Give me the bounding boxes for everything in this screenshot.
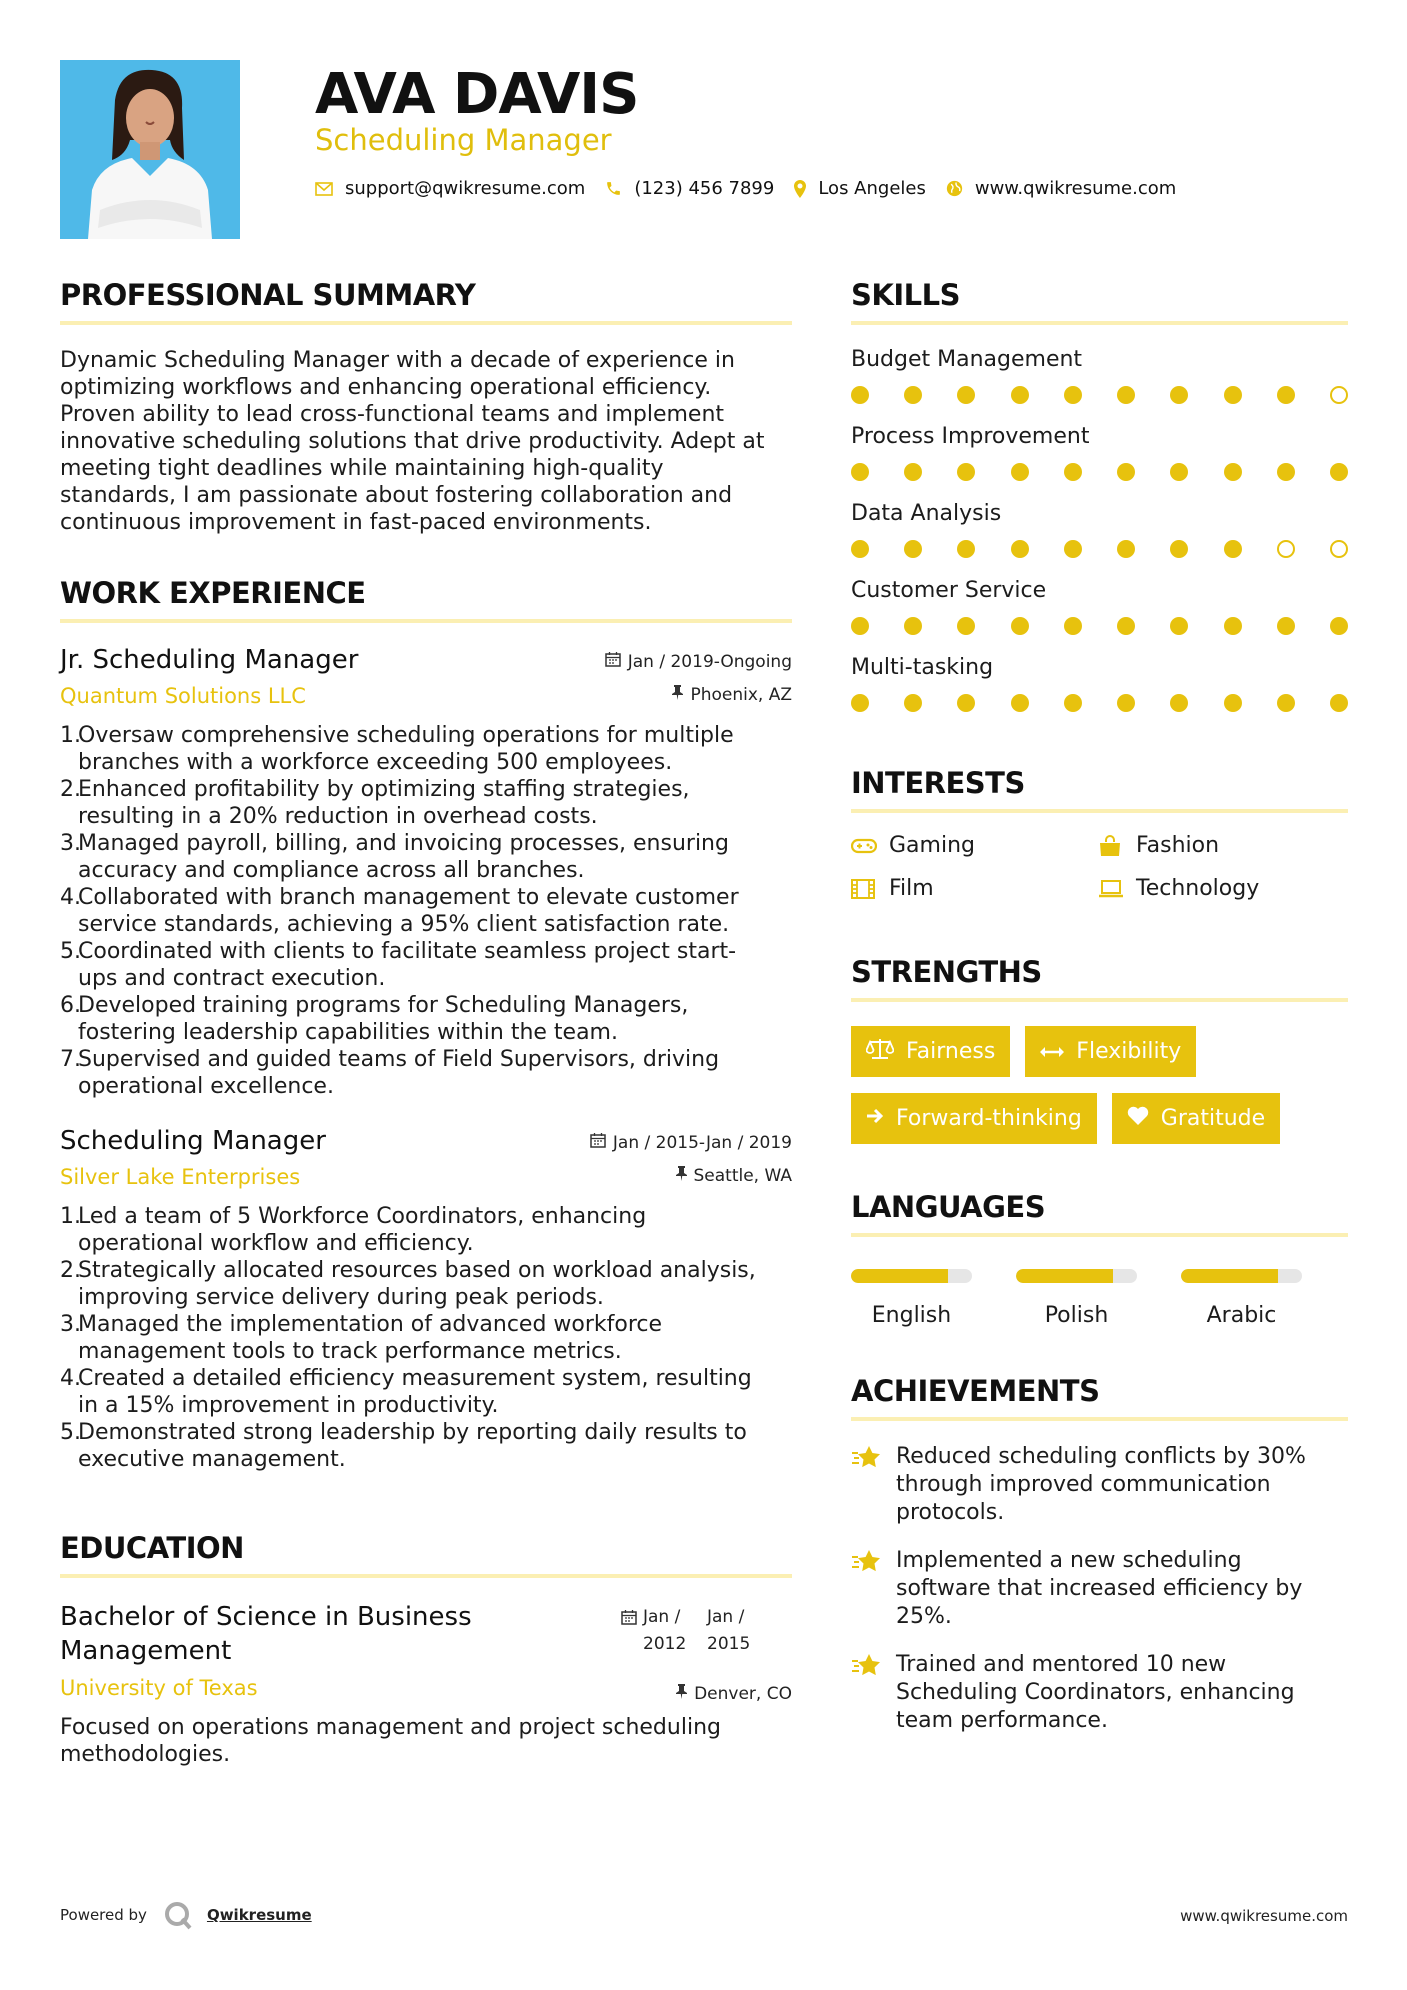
star-icon	[851, 1443, 896, 1527]
strength-badge	[851, 1093, 1097, 1144]
language-item	[1181, 1269, 1302, 1328]
duty-item: 1. Led a team of 5 Workforce Coordinators, enhancing operational workflow and efficiency.	[60, 1204, 647, 1256]
left-column	[60, 278, 792, 1768]
skill-dot-filled	[851, 694, 869, 712]
skill-dot-filled	[1277, 463, 1295, 481]
pin-icon	[676, 1684, 687, 1704]
language-item	[851, 1269, 972, 1328]
pin-icon	[676, 1166, 687, 1186]
summary-line: continuous improvement in fast-paced environments.	[60, 510, 652, 535]
skill-dot-filled	[1117, 694, 1135, 712]
language-item	[1016, 1269, 1137, 1328]
language-bar	[1016, 1269, 1137, 1283]
duty-item: 5. Demonstrated strong leadership by reporting daily results to executive management.	[60, 1420, 747, 1472]
qwikresume-link[interactable]: Qwikresume	[206, 1906, 312, 1924]
language-label: Arabic	[1206, 1303, 1277, 1328]
calendar-icon	[605, 651, 621, 672]
skill-dot-filled	[1064, 463, 1082, 481]
duty-item: 5. Coordinated with clients to facilitate seamless project start- ups and contract execution.	[60, 939, 737, 991]
skill-dot-filled	[1224, 463, 1242, 481]
skill-dot-filled	[1330, 463, 1348, 481]
duty-item: 2. Strategically allocated resources based on workload analysis, improving service delivery during peak periods.	[60, 1258, 756, 1310]
globe-icon	[946, 180, 963, 197]
skill-dot-empty	[1330, 386, 1348, 404]
skill-label: Process Improvement	[851, 424, 1090, 449]
interest-label: Film	[889, 876, 934, 901]
duty-item: 3. Managed the implementation of advanced workforce management tools to track performance metrics.	[60, 1312, 663, 1364]
strength-label: Flexibility	[1076, 1039, 1182, 1064]
skill-dot-filled	[1170, 540, 1188, 558]
achievement-text: Trained and mentored 10 new Scheduling Coordinators, enhancing team performance.	[896, 1652, 1295, 1733]
skill-item	[851, 501, 1348, 558]
skill-dot-filled	[1224, 617, 1242, 635]
profile-photo	[60, 60, 240, 239]
candidate-title: Scheduling Manager	[315, 123, 612, 157]
interest-item	[851, 876, 1098, 901]
duty-item: 4. Collaborated with branch management to elevate customer service standards, achieving a 95% client satisfaction rate.	[60, 885, 739, 937]
strength-badge	[851, 1026, 1010, 1077]
education-date	[621, 1604, 765, 1658]
skill-dot-filled	[1011, 694, 1029, 712]
skills-list	[851, 347, 1348, 712]
skill-dot-filled	[1224, 540, 1242, 558]
strengths-list	[851, 1026, 1348, 1144]
skill-dot-empty	[1330, 540, 1348, 558]
skill-dot-filled	[1277, 617, 1295, 635]
job-location	[672, 685, 792, 705]
arrow-right-icon	[866, 1106, 884, 1131]
skills-heading: SKILLS	[851, 278, 1348, 325]
strengths-heading: STRENGTHS	[851, 955, 1348, 1002]
job-date-text: Jan / 2019-Ongoing	[627, 651, 792, 672]
contact-phone[interactable]: (123) 456 7899	[634, 178, 775, 199]
skill-item	[851, 578, 1348, 635]
phone-icon	[605, 180, 622, 197]
strength-label: Forward-thinking	[896, 1106, 1082, 1131]
skill-dot-filled	[1170, 617, 1188, 635]
skill-dot-filled	[904, 617, 922, 635]
heart-icon	[1127, 1106, 1149, 1132]
skill-dot-filled	[957, 463, 975, 481]
map-marker-icon	[794, 180, 806, 198]
summary-line: Proven ability to lead cross-functional teams and implement	[60, 402, 725, 427]
achievement-item	[851, 1547, 1348, 1631]
gamepad-icon	[851, 838, 877, 854]
strength-label: Fairness	[906, 1039, 996, 1064]
contact-email[interactable]: support@qwikresume.com	[345, 178, 586, 199]
skill-dot-filled	[904, 694, 922, 712]
job-location-text: Phoenix, AZ	[690, 685, 792, 705]
school-name: University of Texas	[60, 1676, 258, 1700]
skill-dot-filled	[1224, 694, 1242, 712]
skill-dot-filled	[1117, 617, 1135, 635]
duty-list	[60, 1203, 792, 1473]
summary-line: optimizing workflows and enhancing operational efficiency.	[60, 375, 712, 400]
language-bar-fill	[1181, 1269, 1278, 1283]
strength-badge	[1025, 1026, 1196, 1077]
skill-dot-filled	[1064, 386, 1082, 404]
duty-item: 2. Enhanced profitability by optimizing staffing strategies, resulting in a 20% reduction in overhead costs.	[60, 777, 690, 829]
skill-label: Customer Service	[851, 578, 1047, 603]
education-location	[676, 1684, 792, 1704]
languages-list	[851, 1269, 1348, 1328]
skill-dot-filled	[1277, 694, 1295, 712]
skill-dot-filled	[1117, 463, 1135, 481]
education-entry	[60, 1600, 792, 1768]
skill-rating	[851, 540, 1348, 558]
interest-item	[1098, 876, 1348, 901]
achievement-item	[851, 1443, 1348, 1527]
pin-icon	[672, 685, 683, 705]
interests-list	[851, 833, 1348, 901]
skill-dot-filled	[851, 617, 869, 635]
education-heading: EDUCATION	[60, 1531, 792, 1578]
skill-dot-filled	[851, 540, 869, 558]
strength-label: Gratitude	[1160, 1106, 1266, 1131]
duty-item: 4. Created a detailed efficiency measurement system, resulting in a 15% improvement in productivity.	[60, 1366, 752, 1418]
skill-dot-filled	[1064, 617, 1082, 635]
footer-powered-by	[60, 1900, 312, 1930]
skill-dot-filled	[904, 386, 922, 404]
skill-dot-filled	[1117, 540, 1135, 558]
language-label: Polish	[1044, 1303, 1109, 1328]
skill-dot-filled	[957, 540, 975, 558]
powered-by-label: Powered by	[60, 1906, 147, 1924]
arrows-h-icon	[1040, 1039, 1064, 1064]
skill-dot-filled	[904, 463, 922, 481]
skill-dot-filled	[1330, 694, 1348, 712]
skill-item	[851, 347, 1348, 404]
interest-item	[1098, 833, 1348, 858]
duty-list	[60, 722, 792, 1100]
education-location-text: Denver, CO	[694, 1684, 792, 1704]
shopping-bag-icon	[1098, 835, 1124, 857]
skill-dot-filled	[957, 386, 975, 404]
skill-dot-filled	[1170, 386, 1188, 404]
skill-label: Budget Management	[851, 347, 1083, 372]
footer-website[interactable]: www.qwikresume.com	[1180, 1907, 1348, 1925]
language-bar	[1181, 1269, 1302, 1283]
skill-rating	[851, 386, 1348, 404]
summary-heading: PROFESSIONAL SUMMARY	[60, 278, 792, 325]
language-label: English	[871, 1303, 952, 1328]
skill-dot-filled	[1011, 540, 1029, 558]
duty-item: 3. Managed payroll, billing, and invoicing processes, ensuring accuracy and compliance across all branches.	[60, 831, 729, 883]
education-description: Focused on operations management and project scheduling methodologies.	[60, 1715, 721, 1767]
skill-dot-filled	[957, 694, 975, 712]
skill-rating	[851, 694, 1348, 712]
languages-heading: LANGUAGES	[851, 1190, 1348, 1237]
summary-line: meeting tight deadlines while maintaining high-quality	[60, 456, 664, 481]
job-date	[605, 651, 792, 672]
experience-heading: WORK EXPERIENCE	[60, 576, 792, 623]
calendar-icon	[590, 1132, 606, 1153]
job-title: Jr. Scheduling Manager	[60, 645, 359, 675]
skill-rating	[851, 463, 1348, 481]
interest-label: Technology	[1136, 876, 1260, 901]
job-company: Silver Lake Enterprises	[60, 1165, 301, 1189]
language-bar-fill	[851, 1269, 948, 1283]
job-location-text: Seattle, WA	[693, 1166, 792, 1186]
job-location	[676, 1166, 793, 1186]
summary-line: innovative scheduling solutions that drive productivity. Adept at	[60, 429, 765, 454]
skill-dot-filled	[851, 463, 869, 481]
duty-item: 7. Supervised and guided teams of Field Supervisors, driving operational excellence.	[60, 1047, 720, 1099]
skill-label: Data Analysis	[851, 501, 1002, 526]
education-end: Jan / 2015	[707, 1607, 751, 1654]
skill-dot-filled	[1277, 386, 1295, 404]
education-start: Jan / 2012	[643, 1607, 687, 1654]
balance-scale-icon	[866, 1038, 894, 1066]
job-company: Quantum Solutions LLC	[60, 684, 306, 708]
skill-dot-filled	[1064, 694, 1082, 712]
skill-dot-filled	[1011, 463, 1029, 481]
contact-bar	[315, 178, 1196, 199]
achievements-heading: ACHIEVEMENTS	[851, 1374, 1348, 1421]
job-entry	[60, 1126, 792, 1473]
skill-label: Multi-tasking	[851, 655, 994, 680]
skill-rating	[851, 617, 1348, 635]
skill-dot-filled	[1330, 617, 1348, 635]
skill-dot-filled	[1224, 386, 1242, 404]
job-entry	[60, 645, 792, 1100]
strength-badge	[1112, 1093, 1280, 1144]
job-date	[590, 1132, 792, 1153]
interest-item	[851, 833, 1098, 858]
skill-dot-empty	[1277, 540, 1295, 558]
skill-dot-filled	[1170, 694, 1188, 712]
duty-item: 1. Oversaw comprehensive scheduling operations for multiple branches with a workforce exceeding 500 employees.	[60, 723, 734, 775]
film-icon	[851, 879, 877, 899]
envelope-icon	[315, 182, 333, 196]
interest-label: Gaming	[889, 833, 975, 858]
skill-dot-filled	[1170, 463, 1188, 481]
summary-text	[60, 347, 792, 536]
skill-dot-filled	[1064, 540, 1082, 558]
achievements-list	[851, 1443, 1348, 1735]
skill-item	[851, 424, 1348, 481]
summary-line: standards, I am passionate about fostering collaboration and	[60, 483, 733, 508]
summary-line: Dynamic Scheduling Manager with a decade of experience in	[60, 348, 735, 373]
skill-dot-filled	[904, 540, 922, 558]
skill-dot-filled	[1011, 386, 1029, 404]
skill-dot-filled	[1117, 386, 1135, 404]
calendar-icon	[621, 1604, 637, 1658]
skill-dot-filled	[851, 386, 869, 404]
skill-dot-filled	[1011, 617, 1029, 635]
job-date-text: Jan / 2015-Jan / 2019	[612, 1132, 792, 1153]
job-title: Scheduling Manager	[60, 1126, 326, 1156]
star-icon	[851, 1547, 896, 1631]
skill-dot-filled	[957, 617, 975, 635]
skill-item	[851, 655, 1348, 712]
star-icon	[851, 1651, 896, 1735]
right-column	[851, 278, 1348, 1735]
contact-website[interactable]: www.qwikresume.com	[974, 178, 1177, 199]
language-bar-fill	[1016, 1269, 1113, 1283]
degree-title: Bachelor of Science in Business Management	[60, 1602, 472, 1666]
achievement-item	[851, 1651, 1348, 1735]
language-bar	[851, 1269, 972, 1283]
laptop-icon	[1098, 880, 1124, 898]
qwikresume-logo-icon	[163, 1900, 193, 1930]
candidate-name: AVA DAVIS	[315, 62, 639, 127]
interest-label: Fashion	[1136, 833, 1220, 858]
interests-heading: INTERESTS	[851, 766, 1348, 813]
duty-item: 6. Developed training programs for Scheduling Managers, fostering leadership capabilities within the team.	[60, 993, 689, 1045]
achievement-text: Reduced scheduling conflicts by 30% through improved communication protocols.	[896, 1444, 1306, 1525]
contact-location: Los Angeles	[818, 178, 926, 199]
achievement-text: Implemented a new scheduling software that increased efficiency by 25%.	[896, 1548, 1303, 1629]
